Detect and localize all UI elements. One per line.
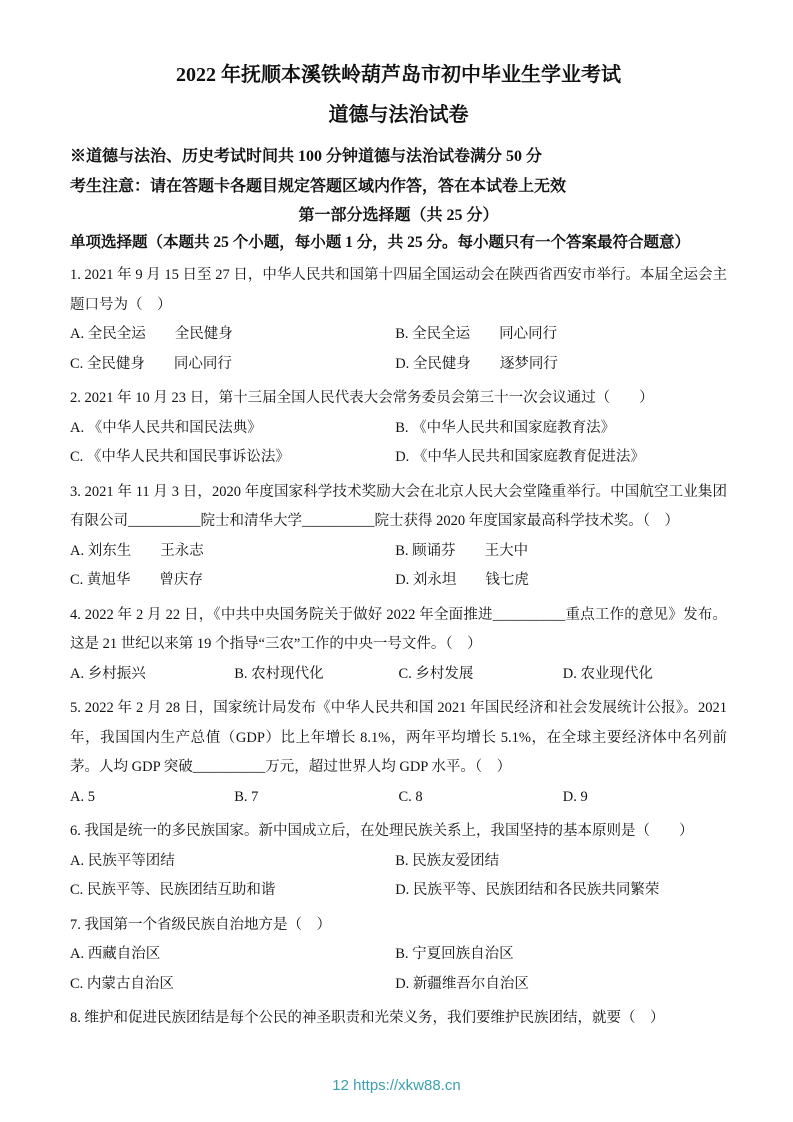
question-1 <box>70 261 727 379</box>
option-b: B. 7 <box>234 788 259 805</box>
option-d: D. 刘永坦 钱七虎 <box>395 572 529 588</box>
exam-title-line2: 道德与法治试卷 <box>328 104 469 126</box>
question-options <box>70 940 727 999</box>
option-b: B. 顾诵芬 王大中 <box>395 542 529 559</box>
option-a: A. 5 <box>70 788 95 805</box>
candidate-notice: 考生注意：请在答题卡各题目规定答题区域内作答，答在本试卷上无效 <box>70 178 567 195</box>
option-b: B. 民族友爱团结 <box>395 852 500 869</box>
option-c: C. 乡村发展 <box>398 665 474 682</box>
page-footer-watermark: 12 https://xkw88.cn <box>332 1077 461 1094</box>
question-stem: 7. 我国第一个省级民族自治地方是（ ） <box>70 916 331 933</box>
option-a: A. 民族平等团结 <box>70 852 175 869</box>
exam-title-line1: 2022 年抚顺本溪铁岭葫芦岛市初中毕业生学业考试 <box>176 64 621 86</box>
question-stem: 3. 2021 年 11 月 3 日，2020 年度国家科学技术奖励大会在北京人民大会堂隆重举行。中国航空工业集团有限公司__________院士和清华大学__________院士获得 2020 年度国家最高科学技术奖。（ ） <box>70 483 727 529</box>
question-stem: 4. 2022 年 2 月 22 日，《中共中央国务院关于做好 2022 年全面推进__________重点工作的意见》发布。这是 21 世纪以来第 19 个指导“三农”工作的中央一号文件。（ ） <box>70 606 727 652</box>
option-b: B. 全民全运 同心同行 <box>395 326 558 342</box>
question-stem: 8. 维护和促进民族团结是每个公民的神圣职责和光荣义务，我们要维护民族团结，就要（ ） <box>70 1010 665 1026</box>
question-options <box>70 783 727 813</box>
question-6 <box>70 817 727 906</box>
question-stem: 2. 2021 年 10 月 23 日，第十三届全国人民代表大会常务委员会第三十一次会议通过（ ） <box>70 390 654 406</box>
option-a: A. 全民全运 全民健身 <box>70 326 233 342</box>
question-options <box>70 660 727 690</box>
question-options <box>70 537 727 596</box>
question-2 <box>70 384 727 473</box>
option-c: C. 黄旭华 曾庆存 <box>70 572 203 588</box>
option-d: D. 农业现代化 <box>562 665 653 682</box>
question-options <box>70 847 727 906</box>
question-options <box>70 414 727 473</box>
exam-time-notice: ※道德与法治、历史考试时间共 100 分钟道德与法治试卷满分 50 分 <box>70 148 543 165</box>
question-7 <box>70 911 727 1000</box>
question-options <box>70 320 727 379</box>
option-c: C. 《中华人民共和国民事诉讼法》 <box>70 449 290 465</box>
section-description: 单项选择题（本题共 25 个小题，每小题 1 分，共 25 分。每小题只有一个答案最符合题意） <box>70 234 691 251</box>
option-a: A. 《中华人民共和国民法典》 <box>70 419 262 436</box>
option-d: D. 9 <box>562 788 588 805</box>
option-b: B. 宁夏回族自治区 <box>395 946 514 962</box>
question-stem: 1. 2021 年 9 月 15 日至 27 日，中华人民共和国第十四届全国运动会在陕西省西安市举行。本届全运会主题口号为（ ） <box>70 267 727 313</box>
option-a: A. 乡村振兴 <box>70 665 146 682</box>
option-b: B. 《中华人民共和国家庭教育法》 <box>395 419 616 436</box>
section-title: 第一部分选择题（共 25 分） <box>298 207 499 224</box>
option-a: A. 刘东生 王永志 <box>70 542 204 559</box>
option-d: D. 民族平等、民族团结和各民族共同繁荣 <box>395 882 660 898</box>
option-c: C. 内蒙古自治区 <box>70 975 174 992</box>
question-3 <box>70 478 727 596</box>
option-c: C. 民族平等、民族团结互助和谐 <box>70 882 276 898</box>
option-d: D. 全民健身 逐梦同行 <box>395 355 558 372</box>
option-b: B. 农村现代化 <box>234 665 324 682</box>
option-a: A. 西藏自治区 <box>70 946 161 962</box>
question-5 <box>70 694 727 812</box>
option-c: C. 8 <box>398 788 423 805</box>
option-d: D. 新疆维吾尔自治区 <box>395 975 529 992</box>
question-stem: 5. 2022 年 2 月 28 日，国家统计局发布《中华人民共和国 2021 年国民经济和社会发展统计公报》。2021 年，我国国内生产总值（GDP）比上年增长 8.1%，两年平均增长 5.1%，在全球主要经济体中名列前茅。人均 GDP 突破__________万元，超过世界人均 GDP 水平。（ ） <box>70 700 727 775</box>
option-d: D. 《中华人民共和国家庭教育促进法》 <box>395 449 645 465</box>
question-4 <box>70 601 727 690</box>
question-8 <box>70 1004 727 1034</box>
question-stem: 6. 我国是统一的多民族国家。新中国成立后，在处理民族关系上，我国坚持的基本原则是（ ） <box>70 823 694 839</box>
option-c: C. 全民健身 同心同行 <box>70 355 232 372</box>
